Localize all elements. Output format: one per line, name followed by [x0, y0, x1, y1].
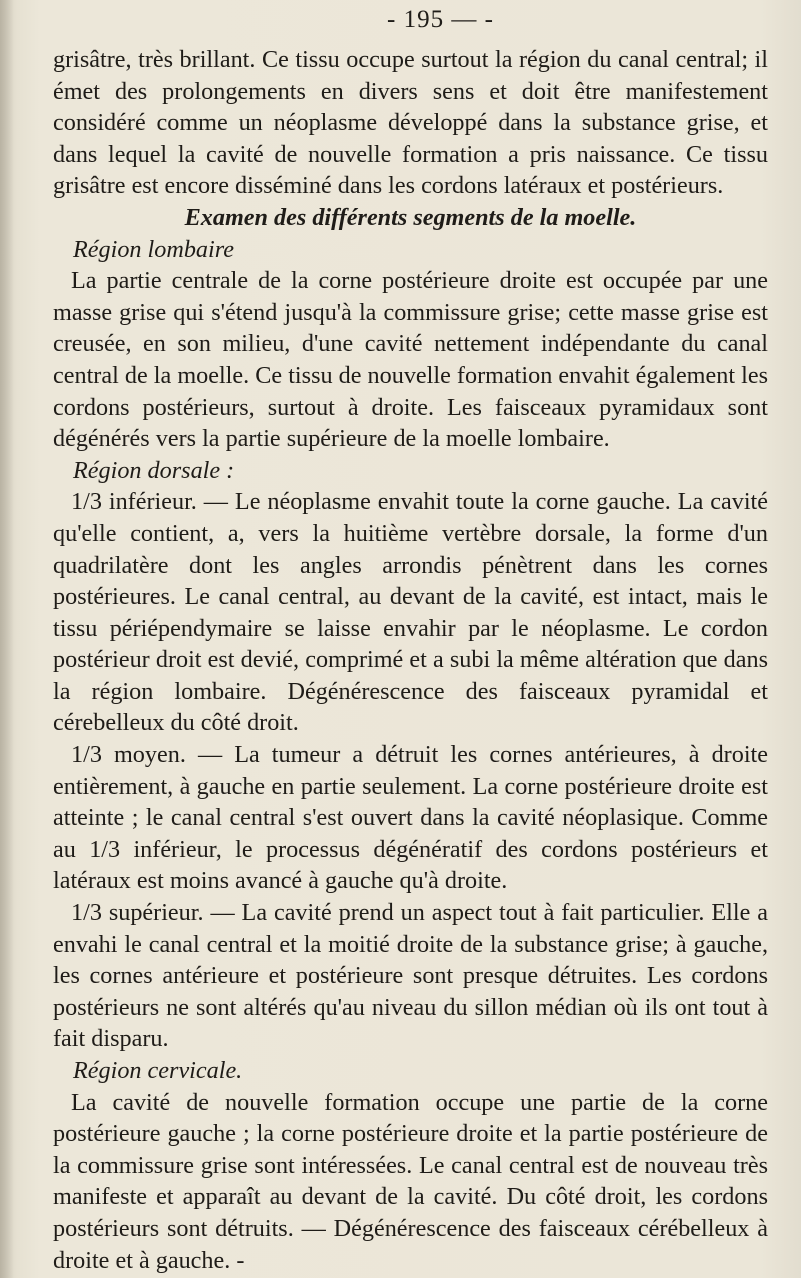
region-lombaire-heading: Région lombaire [73, 235, 234, 263]
page-body [53, 44, 768, 1276]
paragraph-intro: grisâtre, très brillant. Ce tissu occupe surtout la région du canal central; il émet des prolongements en divers sens et doit être manifestement considéré comme un néoplasme développé dans la substance grise, et dans lequel la cavité de nouvelle formation a pris naissance. Ce tissu grisâtre est encore disséminé dans les cordons latéraux et postérieurs. [53, 46, 768, 200]
region-dorsale-heading: Région dorsale : [73, 456, 235, 484]
paragraph-lombaire: La partie centrale de la corne postérieure droite est occupée par une masse grise qui s'étend jusqu'à la commissure grise; cette masse grise est creusée, en son milieu, d'une cavité nettement indépendante du canal central de la moelle. Ce tissu de nouvelle formation envahit également les cordons postérieurs, surtout à droite. Les faisceaux pyramidaux sont dégénérés vers la partie supérieure de la moelle lombaire. [53, 267, 768, 453]
paragraph-dorsale-inferieur: 1/3 inférieur. — Le néoplasme envahit toute la corne gauche. La cavité qu'elle contient, a, vers la huitième vertèbre dorsale, la forme d'un quadrilatère dont les angles arrondis pénètrent dans les cornes postérieures. Le canal central, au devant de la cavité, est intact, mais le tissu périépendymaire se laisse envahir par le néoplasme. Le cordon postérieur droit est devié, comprimé et a subi la même altération que dans la région lombaire. Dégénérescence des faisceaux pyramidal et cérebelleux du côté droit. [53, 488, 768, 737]
region-cervicale-heading: Région cervicale. [73, 1057, 243, 1084]
paragraph-cervicale: La cavité de nouvelle formation occupe une partie de la corne postérieure gauche ; la corne postérieure droite et la partie postérieure de la commissure grise sont intéressées. Le canal central est de nouveau très manifeste et apparaît au devant de la cavité. Du côté droit, les cordons postérieurs sont détruits. — Dégénérescence des faisceaux cérébelleux à droite et à gauche. - [53, 1088, 768, 1274]
section-heading: Examen des différents segments de la moelle. [184, 203, 637, 231]
paragraph-dorsale-superieur: 1/3 supérieur. — La cavité prend un aspect tout à fait particulier. Elle a envahi le canal central et la moitié droite de la substance grise; à gauche, les cornes antérieure et postérieure sont presque détruites. Les cordons postérieurs ne sont altérés qu'au niveau du sillon médian où ils ont tout à fait disparu. [53, 899, 768, 1053]
paragraph-dorsale-moyen: 1/3 moyen. — La tumeur a détruit les cornes antérieures, à droite entièrement, à gauche en partie seulement. La corne postérieure droite est atteinte ; le canal central s'est ouvert dans la cavité néoplasique. Comme au 1/3 inférieur, le processus dégénératif des cordons postérieurs et latéraux est moins avancé à gauche qu'à droite. [53, 741, 768, 895]
page-binding-shadow [0, 0, 14, 1278]
page-number: - 195 — - [387, 6, 494, 33]
